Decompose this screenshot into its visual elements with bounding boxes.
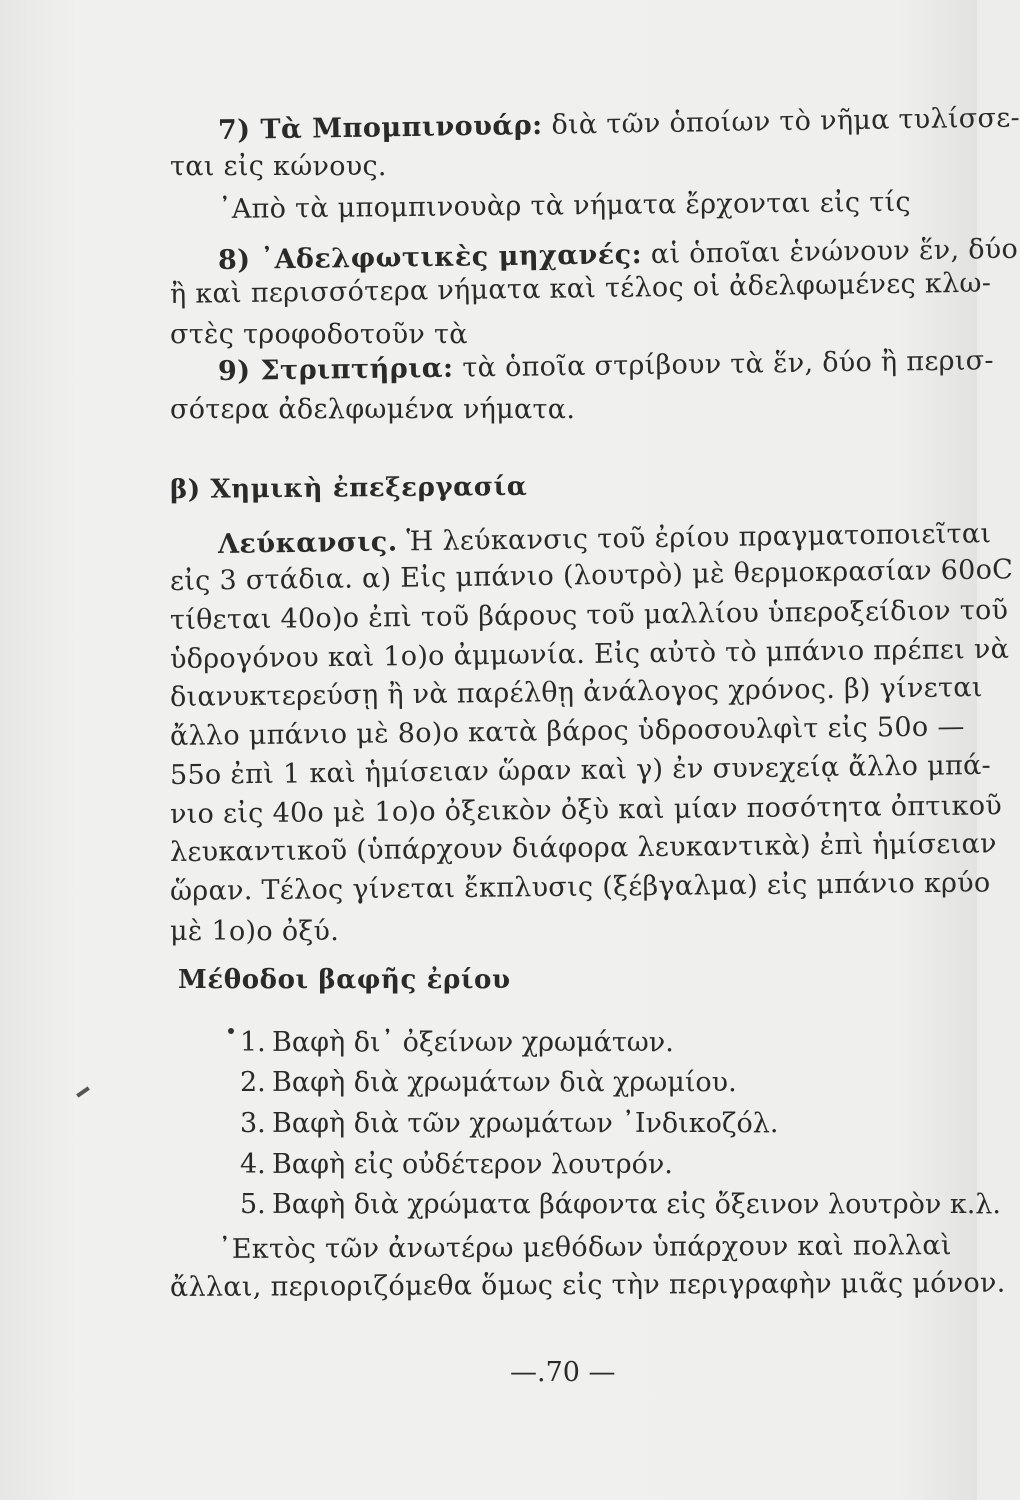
text-line: 55ο ἐπὶ 1 καὶ ἡμίσειαν ὥραν καὶ γ) ἐν συνεχείᾳ ἄλλο μπά- — [169, 749, 992, 791]
text-line: νιο εἰς 40ο μὲ 1ο)ο ὀξεικὸν ὀξὺ καὶ μίαν ποσότητα ὀπτικοῦ — [169, 790, 1003, 830]
text-line: τίθεται 40ο)ο ἐπὶ τοῦ βάρους τοῦ μαλλίου ὑπεροξείδιον τοῦ — [169, 594, 1009, 636]
text-line: ὥραν. Τέλος γίνεται ἔκπλυσις (ξέβγαλμα) εἰς μπάνιο κρύο — [169, 867, 991, 907]
text-line: εἰς 3 στάδια. α) Εἰς μπάνιο (λουτρὸ) μὲ θερμοκρασίαν 60οC — [169, 554, 1014, 597]
text-line: μὲ 1ο)ο ὀξύ. — [170, 916, 340, 947]
line-text: διὰ τῶν ὁποίων τὸ νῆμα τυλίσσε- — [542, 102, 1020, 141]
list-text: Βαφὴ εἰς οὐδέτερον λουτρόν. — [272, 1149, 673, 1180]
text-line — [218, 101, 1020, 148]
list-text: Βαφὴ διὰ χρωμάτων διὰ χρωμίου. — [272, 1067, 737, 1098]
list-number: 3. — [240, 1108, 266, 1139]
term-label: Λεύκανσις. — [217, 526, 398, 560]
text-line: ᾿Απὸ τὰ μπομπινουὰρ τὰ νήματα ἔρχονται εἰς τίς — [217, 186, 911, 225]
section-heading: β) Χημικὴ ἐπεξεργασία — [169, 471, 528, 505]
text-line: ἄλλαι, περιοριζόμεθα ὅμως εἰς τὴν περιγραφὴν μιᾶς μόνον. — [169, 1267, 1006, 1303]
list-item — [240, 1107, 778, 1141]
list-number: 4. — [240, 1149, 266, 1180]
text-line: διανυκτερεύσῃ ἢ νὰ παρέλθῃ ἀνάλογος χρόνος. β) γίνεται — [169, 672, 983, 713]
line-text: Ἡ λεύκανσις τοῦ ἐρίου πραγματοποιεῖται — [397, 518, 992, 558]
list-number: 1. — [240, 1027, 266, 1058]
page-number: —.70 — — [510, 1357, 616, 1388]
list-text: Βαφὴ δι᾿ ὀξείνων χρωμάτων. — [272, 1027, 674, 1058]
list-number: 5. — [240, 1189, 266, 1220]
text-line: ἢ καὶ περισσότερα νήματα καὶ τέλος οἱ ἀδελφωμένες κλω- — [169, 267, 992, 310]
text-line: ται εἰς κώνους. — [170, 151, 387, 182]
list-item — [240, 1188, 1001, 1222]
list-item — [240, 1148, 673, 1182]
text-line: ὑδρογόνου καὶ 1ο)ο ἀμμωνία. Εἰς αὐτὸ τὸ μπάνιο πρέπει νὰ — [169, 633, 1010, 675]
text-line: στὲς τροφοδοτοῦν τὰ — [170, 319, 468, 350]
pencil-mark — [76, 1086, 90, 1097]
list-text: Βαφὴ διὰ χρώματα βάφοντα εἰς ὄξεινον λουτρὸν κ.λ. — [272, 1189, 1001, 1220]
text-line: σότερα ἀδελφωμένα νήματα. — [170, 394, 576, 425]
list-item — [240, 1066, 737, 1100]
term-label: 8) ᾿Αδελφωτικὲς μηχανές: — [217, 239, 643, 276]
term-label: 7) Τὰ Μπομπινουάρ: — [217, 109, 543, 146]
text-line: λευκαντικοῦ (ὑπάρχουν διάφορα λευκαντικὰ) ἐπὶ ἡμίσειαν — [169, 828, 997, 868]
term-label: 9) Στριπτήρια: — [217, 352, 454, 387]
methods-heading: Μέθοδοι βαφῆς ἐρίου — [178, 965, 511, 995]
ink-dot-mark — [228, 1028, 234, 1034]
line-text: αἱ ὁποῖαι ἑνώνουν ἕν, δύο — [641, 233, 1019, 271]
line-text: τὰ ὁποῖα στρίβουν τὰ ἕν, δύο ἢ περισ- — [453, 345, 995, 384]
list-text: Βαφὴ διὰ τῶν χρωμάτων ᾿Ινδικοζόλ. — [272, 1108, 779, 1139]
text-line: ἄλλο μπάνιο μὲ 8ο)ο κατὰ βάρος ὑδροσουλφὶτ εἰς 50ο — — [169, 711, 965, 752]
list-item — [240, 1026, 674, 1060]
list-number: 2. — [240, 1067, 266, 1098]
text-line: ᾿Εκτὸς τῶν ἀνωτέρω μεθόδων ὑπάρχουν καὶ πολλαὶ — [217, 1230, 952, 1265]
